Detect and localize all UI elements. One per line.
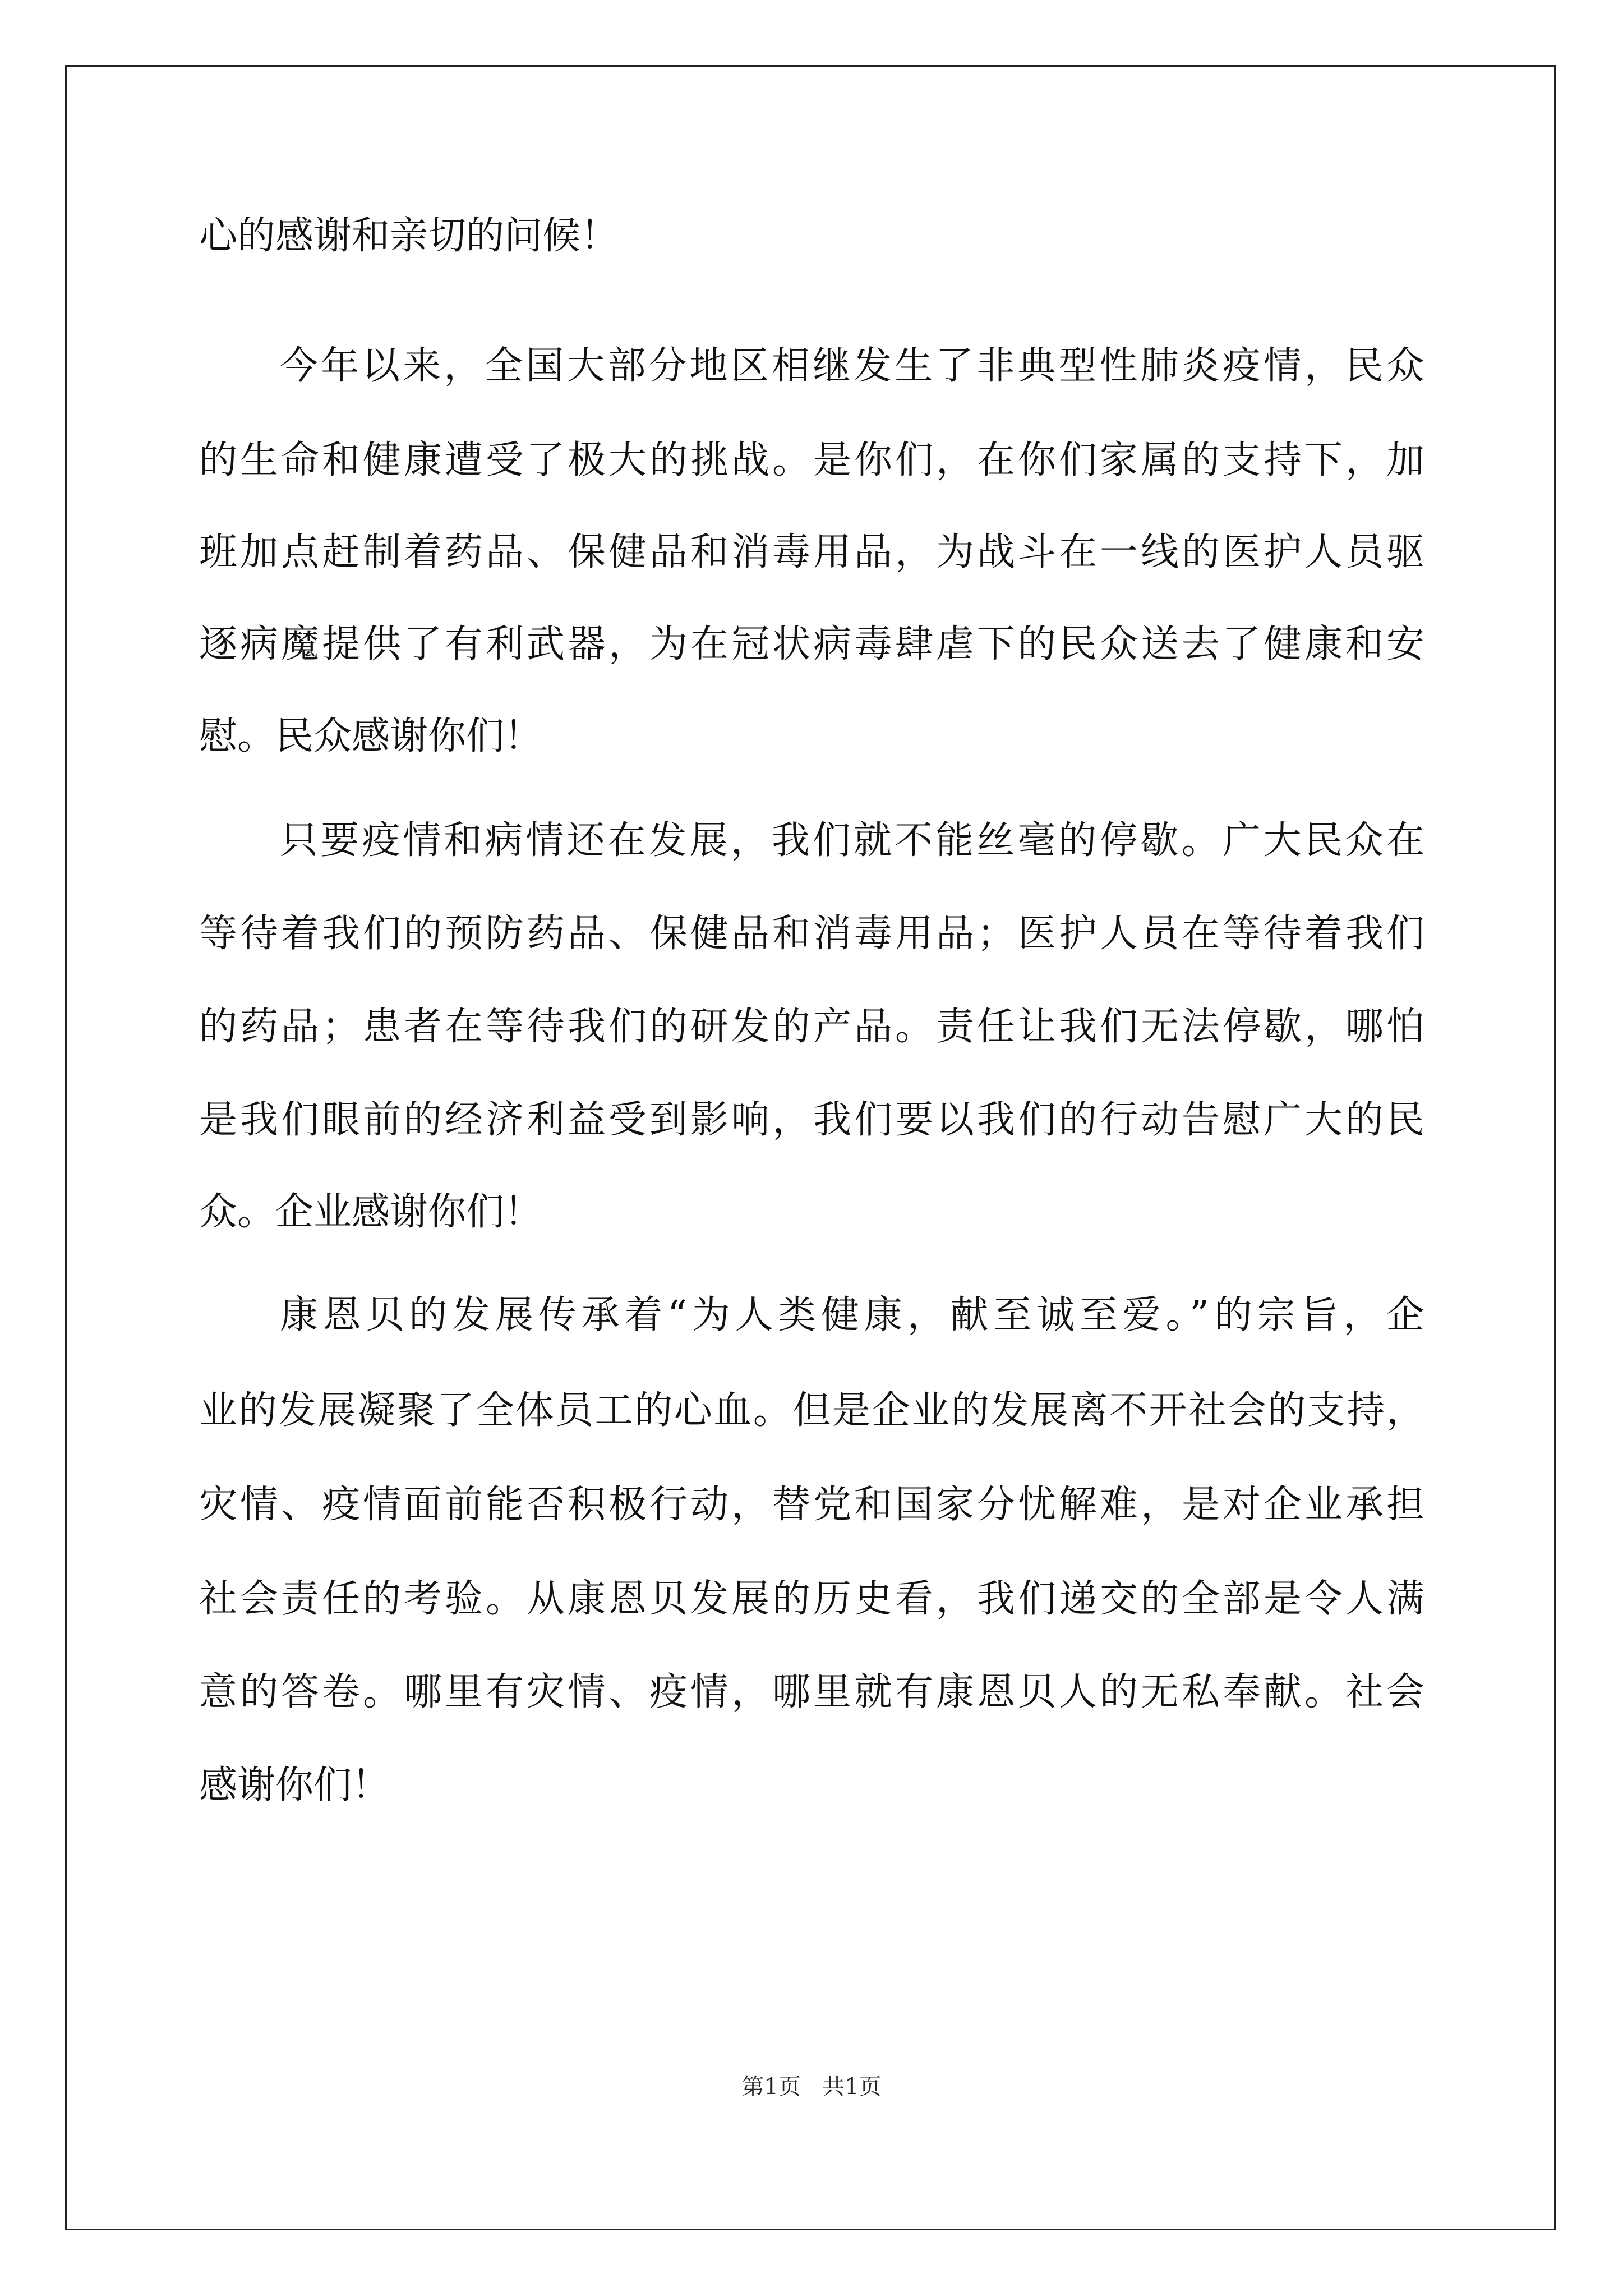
paragraph-first-line: 今年以来，全国大部分地区相继发生了非典型性肺炎疫情，民众 (280, 344, 1424, 388)
text-line: 逐病魔提供了有利武器，为在冠状病毒肆虐下的民众送去了健康和安 (199, 622, 1424, 666)
text-line: 慰。民众感谢你们！ (199, 714, 543, 758)
paragraph-first-line: 只要疫情和病情还在发展，我们就不能丝毫的停歇。广大民众在 (280, 818, 1424, 863)
text-line: 业的发展凝聚了全体员工的心血。但是企业的发展离不开社会的支持， (199, 1388, 1424, 1433)
text-line: 班加点赶制着药品、保健品和消毒用品，为战斗在一线的医护人员驱 (199, 530, 1424, 574)
page-number: 第1页 (741, 2074, 801, 2100)
text-line: 是我们眼前的经济利益受到影响，我们要以我们的行动告慰广大的民 (199, 1098, 1424, 1142)
text-line: 等待着我们的预防药品、保健品和消毒用品；医护人员在等待着我们 (199, 912, 1424, 956)
text-line: 感谢你们！ (199, 1763, 390, 1807)
text-line: 的药品；患者在等待我们的研发的产品。责任让我们无法停歇，哪怕 (199, 1005, 1424, 1049)
text-line: 灾情、疫情面前能否积极行动，替党和国家分忧解难，是对企业承担 (199, 1483, 1424, 1527)
text-line: 众。企业感谢你们！ (199, 1190, 543, 1234)
paragraph-first-line: 康恩贝的发展传承着“为人类健康，献至诚至爱。”的宗旨，企 (280, 1293, 1424, 1337)
text-line: 的生命和健康遭受了极大的挑战。是你们，在你们家属的支持下，加 (199, 438, 1424, 482)
text-line: 心的感谢和亲切的问候！ (199, 214, 619, 258)
page-total: 共1页 (822, 2074, 882, 2100)
text-line: 意的答卷。哪里有灾情、疫情，哪里就有康恩贝人的无私奉献。社会 (199, 1670, 1424, 1714)
text-line: 社会责任的考验。从康恩贝发展的历史看，我们递交的全部是令人满 (199, 1577, 1424, 1621)
page-footer (0, 2070, 1623, 2104)
